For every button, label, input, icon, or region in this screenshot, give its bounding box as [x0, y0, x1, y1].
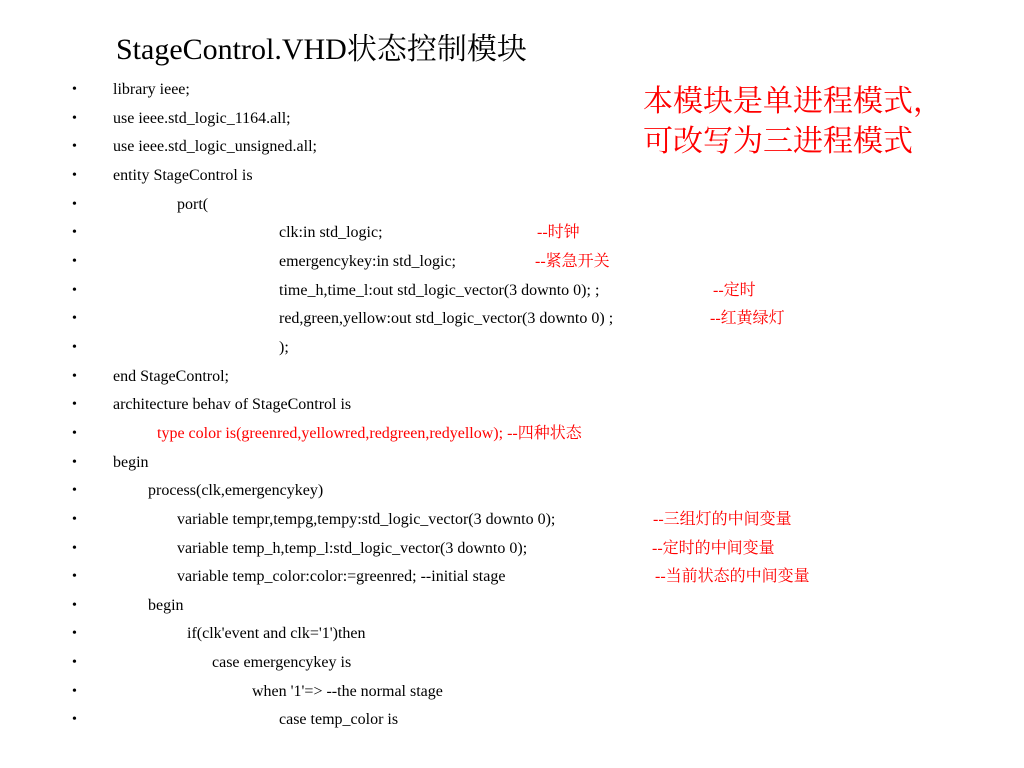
code-comment: --红黄绿灯 — [710, 310, 785, 328]
code-text: begin — [148, 596, 184, 614]
code-text: variable tempr,tempg,tempy:std_logic_vector(3 downto 0); — [177, 510, 556, 528]
code-text: library ieee; — [113, 81, 190, 98]
code-text: architecture behav of StageControl is — [113, 396, 352, 414]
code-text: if(clk'event and clk='1')then — [187, 625, 366, 643]
bullet-icon: • — [72, 311, 77, 327]
bullet-icon: • — [72, 597, 77, 613]
bullet-icon: • — [72, 626, 77, 642]
code-comment: --时钟 — [537, 224, 580, 242]
code-text: use ieee.std_logic_unsigned.all; — [113, 138, 317, 156]
bullet-icon: • — [72, 683, 77, 699]
bullet-icon: • — [72, 425, 77, 441]
code-text: process(clk,emergencykey) — [148, 482, 324, 500]
code-comment: --定时的中间变量 — [652, 539, 775, 557]
bullet-icon: • — [72, 82, 77, 97]
bullet-icon: • — [72, 110, 77, 126]
code-text: red,green,yellow:out std_logic_vector(3 downto 0) ; — [279, 310, 614, 328]
bullet-icon: • — [72, 368, 77, 384]
code-text: type color is(greenred,yellowred,redgreen,redyellow); --四种状态 — [157, 424, 582, 442]
code-comment: --三组灯的中间变量 — [653, 510, 792, 528]
code-comment: --定时 — [713, 281, 756, 299]
bullet-icon: • — [72, 397, 77, 413]
slide-title: StageControl.VHD状态控制模块 — [116, 33, 527, 66]
bullet-icon: • — [72, 339, 77, 355]
bullet-icon: • — [72, 454, 77, 470]
bullet-icon: • — [72, 282, 77, 298]
code-text: case temp_color is — [279, 711, 399, 729]
code-text: ); — [279, 338, 289, 356]
bullet-icon: • — [72, 569, 77, 585]
bullet-icon: • — [72, 225, 77, 241]
code-text: emergencykey:in std_logic; — [279, 252, 456, 270]
slide-note — [643, 82, 943, 162]
code-text: case emergencykey is — [212, 654, 352, 672]
code-text: entity StageControl is — [113, 166, 253, 184]
bullet-icon: • — [72, 655, 77, 671]
code-comment: --当前状态的中间变量 — [655, 568, 810, 586]
bullet-icon: • — [72, 712, 77, 728]
bullet-icon: • — [72, 540, 77, 556]
code-text: begin — [113, 453, 149, 471]
bullet-icon: • — [72, 139, 77, 155]
bullet-icon: • — [72, 483, 77, 499]
code-text: end StageControl; — [113, 367, 229, 385]
bullet-icon: • — [72, 253, 77, 269]
note-line-1: 本模块是单进程模式， — [643, 85, 943, 118]
note-line-2: 可改写为三进程模式 — [643, 125, 913, 158]
bullet-icon: • — [72, 511, 77, 527]
code-text: use ieee.std_logic_1164.all; — [113, 109, 291, 127]
code-text: time_h,time_l:out std_logic_vector(3 downto 0); ; — [279, 281, 600, 299]
code-text: clk:in std_logic; — [279, 224, 383, 242]
bullet-icon: • — [72, 196, 77, 212]
code-text: port( — [177, 195, 209, 213]
code-comment: --紧急开关 — [535, 252, 610, 270]
bullet-icon: • — [72, 167, 77, 183]
code-text: variable temp_h,temp_l:std_logic_vector(3 downto 0); — [177, 539, 528, 557]
code-text: when '1'=> --the normal stage — [252, 682, 443, 700]
code-text: variable temp_color:color:=greenred; --initial stage — [177, 568, 506, 586]
